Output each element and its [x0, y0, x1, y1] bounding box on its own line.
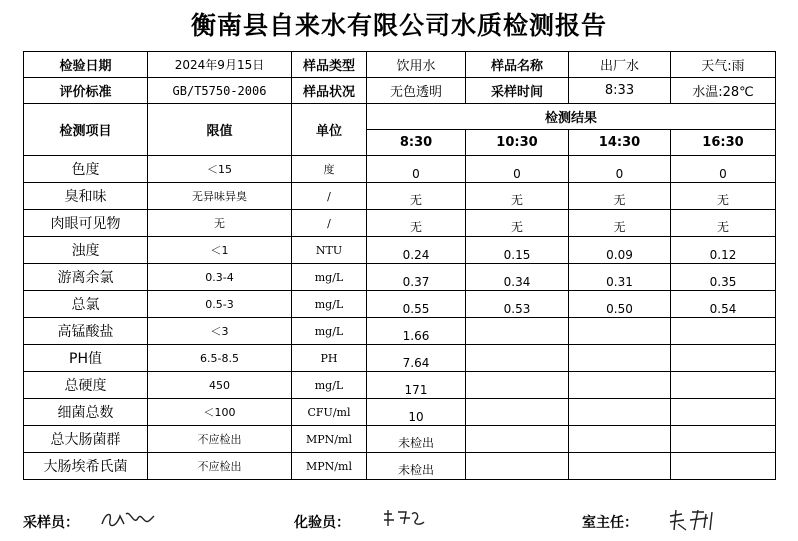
row-unit: MPN/ml — [292, 453, 367, 480]
row-limit: ＜100 — [148, 399, 292, 426]
row-value: 10 — [367, 399, 466, 426]
label-test-date: 检验日期 — [24, 52, 148, 78]
row-value: 0 — [569, 156, 671, 183]
row-unit: mg/L — [292, 264, 367, 291]
row-unit: / — [292, 210, 367, 237]
row-item: PH值 — [24, 345, 148, 372]
row-value — [569, 318, 671, 345]
value-sampling-time: 8:33 — [569, 78, 671, 104]
row-limit: 无异味异臭 — [148, 183, 292, 210]
row-value — [466, 345, 569, 372]
row-value — [569, 399, 671, 426]
row-value — [466, 372, 569, 399]
table-row — [24, 237, 776, 264]
row-item: 臭和味 — [24, 183, 148, 210]
row-unit: mg/L — [292, 318, 367, 345]
table-row — [24, 318, 776, 345]
row-value: 0 — [671, 156, 776, 183]
row-value — [671, 345, 776, 372]
row-unit: NTU — [292, 237, 367, 264]
row-item: 总氯 — [24, 291, 148, 318]
row-value: 0.54 — [671, 291, 776, 318]
row-value: 0.37 — [367, 264, 466, 291]
row-value: 无 — [466, 210, 569, 237]
row-value: 无 — [671, 183, 776, 210]
col-time-header: 16:30 — [671, 130, 776, 156]
row-value: 0.31 — [569, 264, 671, 291]
row-value: 无 — [367, 210, 466, 237]
value-sample-name: 出厂水 — [569, 52, 671, 78]
row-value: 无 — [569, 210, 671, 237]
row-item: 细菌总数 — [24, 399, 148, 426]
row-limit: ＜1 — [148, 237, 292, 264]
row-unit: mg/L — [292, 372, 367, 399]
row-value — [569, 372, 671, 399]
row-item: 总硬度 — [24, 372, 148, 399]
row-limit: 不应检出 — [148, 453, 292, 480]
row-value: 0.53 — [466, 291, 569, 318]
row-value — [569, 345, 671, 372]
value-water-temp: 水温:28℃ — [671, 78, 776, 104]
director-label: 室主任： — [582, 515, 638, 531]
row-limit: ＜15 — [148, 156, 292, 183]
table-row — [24, 210, 776, 237]
sampler-signature — [98, 506, 158, 532]
row-item: 大肠埃希氏菌 — [24, 453, 148, 480]
col-limit-header: 限值 — [148, 104, 292, 156]
row-value: 7.64 — [367, 345, 466, 372]
row-value: 无 — [466, 183, 569, 210]
tester-signature — [380, 506, 430, 532]
table-row — [24, 345, 776, 372]
row-value: 0.34 — [466, 264, 569, 291]
row-value: 无 — [569, 183, 671, 210]
row-unit: CFU/ml — [292, 399, 367, 426]
row-value — [569, 426, 671, 453]
row-item: 游离余氯 — [24, 264, 148, 291]
label-sampling-time: 采样时间 — [466, 78, 569, 104]
table-row — [24, 372, 776, 399]
row-value — [671, 372, 776, 399]
row-value: 0.35 — [671, 264, 776, 291]
header-row-2 — [24, 78, 776, 104]
col-time-header: 14:30 — [569, 130, 671, 156]
row-item: 高锰酸盐 — [24, 318, 148, 345]
row-value — [671, 426, 776, 453]
row-value: 0.12 — [671, 237, 776, 264]
table-row — [24, 264, 776, 291]
row-limit: 0.3-4 — [148, 264, 292, 291]
director-signature — [664, 506, 724, 534]
row-unit: PH — [292, 345, 367, 372]
col-unit-header: 单位 — [292, 104, 367, 156]
row-value — [671, 399, 776, 426]
row-value: 未检出 — [367, 453, 466, 480]
sampler-label: 采样员： — [23, 515, 79, 531]
row-value — [569, 453, 671, 480]
value-sample-type: 饮用水 — [367, 52, 466, 78]
row-limit: 450 — [148, 372, 292, 399]
row-value: 1.66 — [367, 318, 466, 345]
header-row-1 — [24, 52, 776, 78]
result-rows — [24, 156, 776, 480]
label-sample-name: 样品名称 — [466, 52, 569, 78]
column-header-row-1 — [24, 104, 776, 130]
table-row — [24, 399, 776, 426]
water-quality-table — [23, 51, 776, 480]
col-item-header: 检测项目 — [24, 104, 148, 156]
col-results-header: 检测结果 — [367, 104, 776, 130]
row-unit: MPN/ml — [292, 426, 367, 453]
row-value: 0.24 — [367, 237, 466, 264]
row-value — [671, 318, 776, 345]
row-value: 0.15 — [466, 237, 569, 264]
row-value: 171 — [367, 372, 466, 399]
value-sample-condition: 无色透明 — [367, 78, 466, 104]
col-time-header: 10:30 — [466, 130, 569, 156]
tester-label: 化验员： — [294, 515, 350, 531]
row-item: 浊度 — [24, 237, 148, 264]
row-value: 0.55 — [367, 291, 466, 318]
row-value — [466, 318, 569, 345]
row-value: 无 — [367, 183, 466, 210]
table-row — [24, 183, 776, 210]
table-row — [24, 156, 776, 183]
row-value — [466, 399, 569, 426]
row-value: 0 — [466, 156, 569, 183]
row-limit: ＜3 — [148, 318, 292, 345]
row-value: 0.09 — [569, 237, 671, 264]
row-unit: / — [292, 183, 367, 210]
label-sample-condition: 样品状况 — [292, 78, 367, 104]
row-value: 未检出 — [367, 426, 466, 453]
label-standard: 评价标准 — [24, 78, 148, 104]
row-limit: 无 — [148, 210, 292, 237]
row-item: 肉眼可见物 — [24, 210, 148, 237]
row-value: 0.50 — [569, 291, 671, 318]
value-test-date: 2024年9月15日 — [148, 52, 292, 78]
value-standard: GB/T5750-2006 — [148, 78, 292, 104]
value-weather: 天气:雨 — [671, 52, 776, 78]
report-title: 衡南县自来水有限公司水质检测报告 — [190, 11, 607, 40]
row-item: 色度 — [24, 156, 148, 183]
table-row — [24, 453, 776, 480]
row-unit: mg/L — [292, 291, 367, 318]
row-limit: 0.5-3 — [148, 291, 292, 318]
table-row — [24, 426, 776, 453]
row-limit: 不应检出 — [148, 426, 292, 453]
table-row — [24, 291, 776, 318]
row-value — [671, 453, 776, 480]
col-time-header: 8:30 — [367, 130, 466, 156]
row-item: 总大肠菌群 — [24, 426, 148, 453]
row-unit: 度 — [292, 156, 367, 183]
row-value: 无 — [671, 210, 776, 237]
row-value — [466, 426, 569, 453]
row-limit: 6.5-8.5 — [148, 345, 292, 372]
label-sample-type: 样品类型 — [292, 52, 367, 78]
row-value: 0 — [367, 156, 466, 183]
row-value — [466, 453, 569, 480]
